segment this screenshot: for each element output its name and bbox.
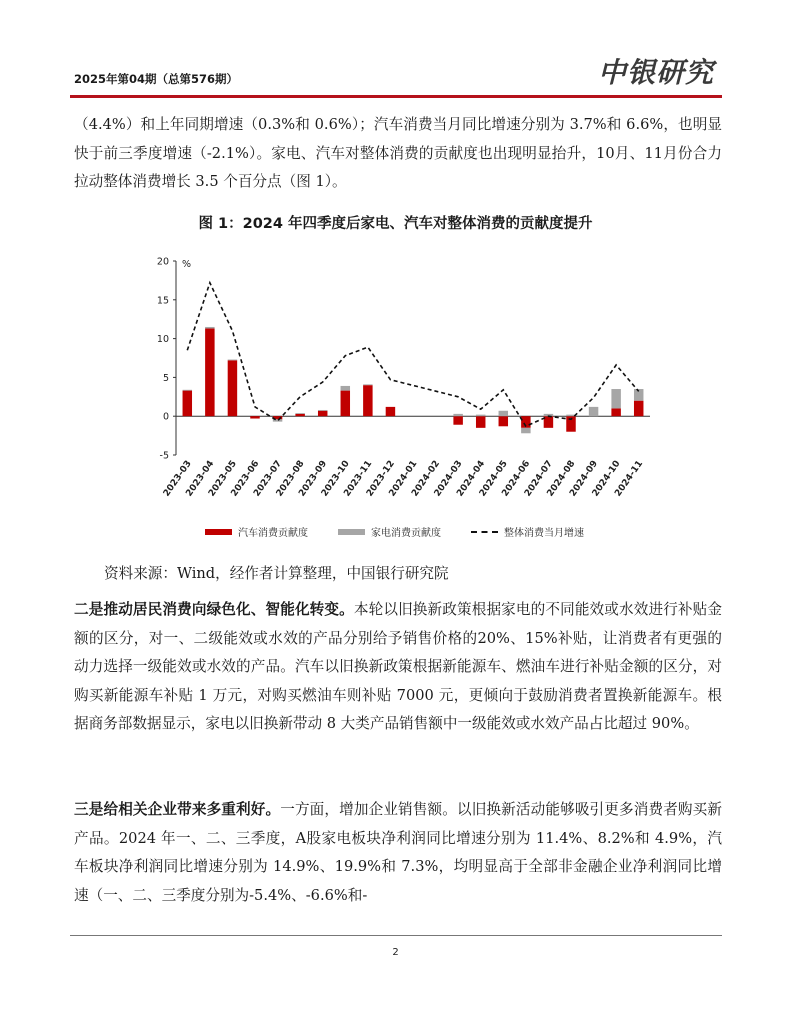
y-tick-label: -5 (159, 450, 169, 462)
y-tick-label: 20 (156, 256, 169, 268)
auto-bar (453, 416, 462, 425)
x-tick-label: 2024-03 (432, 458, 465, 499)
appliance-bar (318, 410, 327, 411)
y-unit-label: % (182, 259, 192, 270)
x-tick-label: 2024-09 (568, 458, 601, 499)
x-tick-label: 2023-07 (252, 458, 285, 499)
legend-label-total: 整体消费当月增速 (504, 528, 584, 539)
x-tick-label: 2024-07 (522, 458, 555, 499)
x-tick-label: 2024-02 (410, 458, 443, 499)
issue-label: 2025年第04期（总第576期） (74, 72, 239, 86)
x-tick-label: 2023-10 (319, 458, 352, 499)
auto-bar (634, 401, 643, 417)
x-tick-label: 2023-09 (297, 458, 330, 499)
appliance-bar (476, 415, 485, 417)
auto-bar (295, 414, 304, 416)
x-tick-label: 2024-04 (455, 458, 488, 499)
paragraph-2-lead: 二是推动居民消费向绿色化、智能化转变。 (74, 601, 354, 618)
x-tick-label: 2024-08 (545, 458, 578, 499)
chart-legend (205, 524, 614, 539)
paragraph-1: （4.4%）和上年同期增速（0.3%和 0.6%）；汽车消费当月同比增速分别为 3.7%和 6.6%，也明显快于前三季度增速（-2.1%）。家电、汽车对整体消费的贡献度也出现明显抬升，10月、11月份合力拉动整体消费增长 3.5 个百分点（图 1）。 (74, 116, 722, 190)
paragraph-3-lead: 三是给相关企业带来多重利好。 (74, 801, 281, 818)
x-tick-label: 2024-01 (387, 458, 420, 499)
x-tick-label: 2023-08 (274, 458, 307, 499)
auto-bar (318, 411, 327, 416)
appliance-bar (611, 389, 620, 408)
appliance-bar (589, 407, 598, 416)
y-tick-label: 0 (162, 411, 169, 423)
appliance-bar (341, 386, 350, 391)
x-tick-label: 2024-06 (500, 458, 533, 499)
y-tick-label: 15 (156, 295, 169, 307)
auto-bar (386, 407, 395, 416)
x-tick-label: 2023-03 (161, 458, 194, 499)
footer-divider (70, 935, 722, 936)
appliance-bar (228, 360, 237, 361)
x-tick-label: 2023-11 (342, 458, 375, 499)
page-number: 2 (392, 947, 399, 958)
auto-bar (341, 391, 350, 417)
auto-bar (205, 329, 214, 417)
chart (140, 245, 660, 515)
appliance-bar (183, 390, 192, 391)
auto-bar (611, 408, 620, 416)
appliance-bar (521, 428, 530, 433)
auto-bar (499, 416, 508, 426)
x-tick-label: 2024-10 (590, 458, 623, 499)
legend-label-auto: 汽车消费贡献度 (238, 528, 308, 539)
appliance-bar (205, 327, 214, 329)
x-tick-label: 2023-12 (364, 458, 397, 499)
legend-swatch-total (471, 531, 498, 533)
x-tick-label: 2024-11 (613, 458, 646, 499)
auto-bar (228, 360, 237, 416)
appliance-bar (453, 414, 462, 416)
auto-bar (363, 385, 372, 416)
appliance-bar (295, 413, 304, 414)
x-tick-label: 2023-04 (184, 458, 217, 499)
figure-source: 资料来源：Wind，经作者计算整理，中国银行研究院 (104, 565, 449, 582)
x-tick-label: 2024-05 (477, 458, 510, 499)
legend-item-total (471, 524, 584, 539)
header-divider (70, 95, 722, 98)
appliance-bar (363, 384, 372, 385)
y-tick-label: 10 (156, 334, 169, 346)
auto-bar (476, 416, 485, 428)
legend-swatch-auto (205, 529, 232, 535)
figure-title: 图 1：2024 年四季度后家电、汽车对整体消费的贡献度提升 (198, 216, 593, 232)
y-tick-label: 5 (162, 372, 169, 384)
paragraph-3-body: 一方面，增加企业销售额。以旧换新活动能够吸引更多消费者购买新产品。2024 年一、二、三季度，A股家电板块净利润同比增速分别为 11.4%、8.2%和 4.9%，汽车板块净利润同比增速分别为 14.9%、19.9%和 7.3%，均明显高于全部非金融企业净利润同比增速（一、二、三季度分别为-5.4%、-6.6%和- (74, 801, 722, 904)
x-tick-label: 2023-06 (229, 458, 262, 499)
appliance-bar (499, 411, 508, 416)
legend-item-auto (205, 524, 308, 539)
paragraph-3 (74, 796, 722, 910)
x-tick-label: 2023-05 (206, 458, 239, 499)
paragraph-2-body: 本轮以旧换新政策根据家电的不同能效或水效进行补贴金额的区分，对一、二级能效或水效的产品分别给予销售价格的20%、15%补贴，让消费者有更强的动力选择一级能效或水效的产品。汽车以旧换新政策根据新能源车、燃油车进行补贴金额的区分，对购买新能源车补贴 1 万元，对购买燃油车则补贴 7000 元，更倾向于鼓励消费者置换新能源车。根据商务部数据显示，家电以旧换新带动 8 大类产品销售额中一级能效或水效产品占比超过 90%。 (74, 601, 722, 732)
legend-swatch-appliance (338, 529, 365, 535)
auto-bar (250, 416, 259, 418)
brand-logo: 中银研究 (598, 56, 715, 89)
legend-label-appliance: 家电消费贡献度 (371, 528, 441, 539)
legend-item-appliance (338, 524, 441, 539)
paragraph-2 (74, 596, 722, 739)
auto-bar (183, 391, 192, 417)
total-growth-line (187, 283, 638, 427)
